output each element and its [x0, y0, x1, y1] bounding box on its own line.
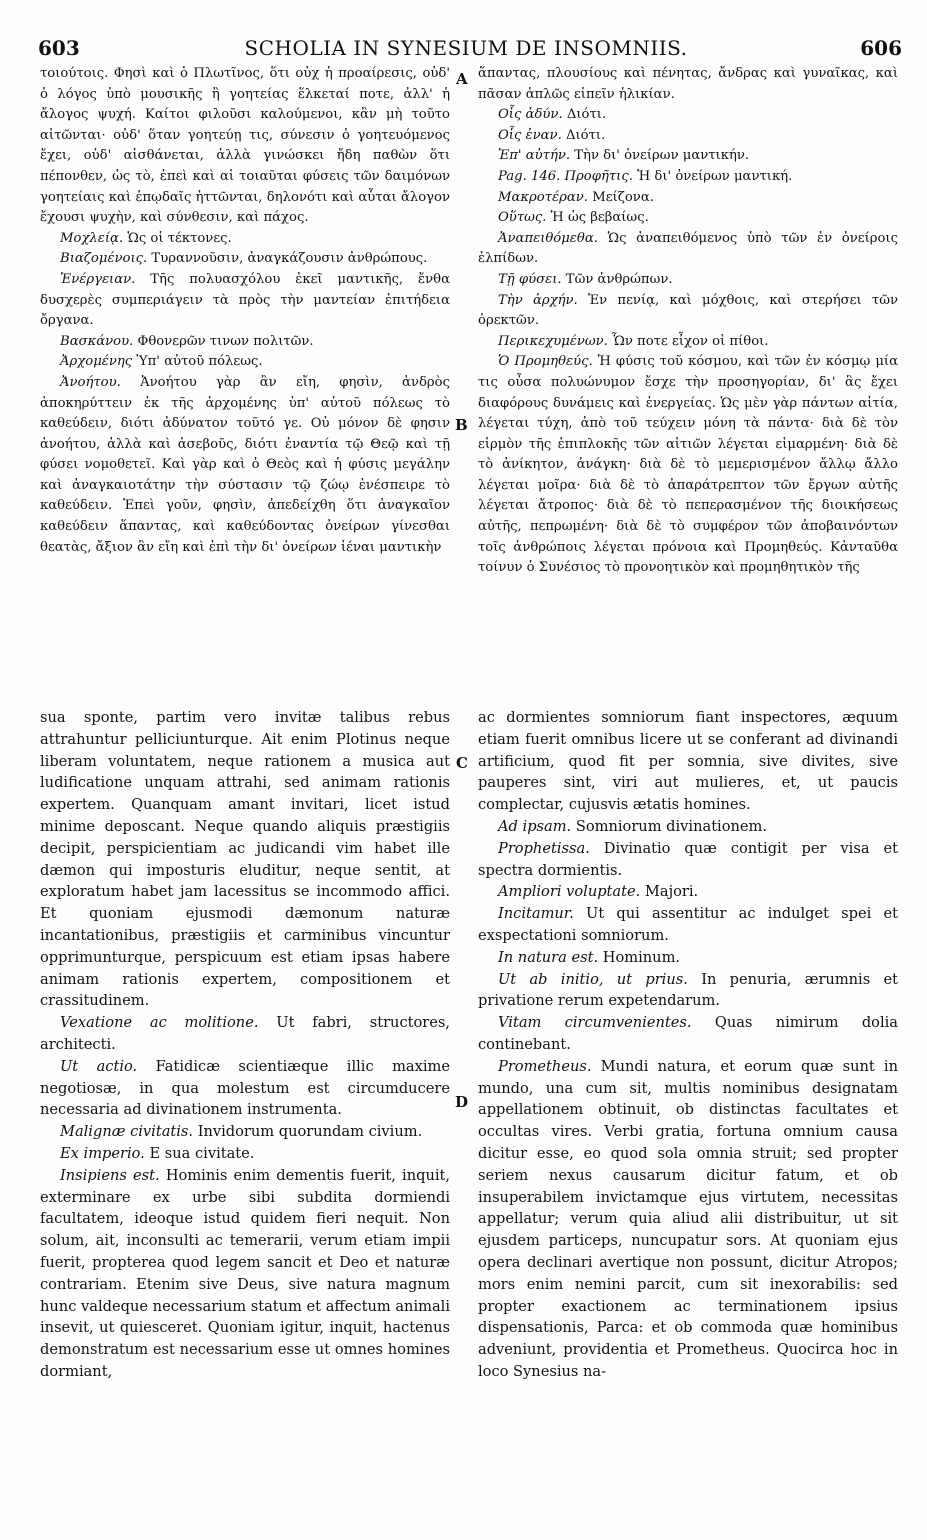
scholion-entry	[478, 270, 898, 291]
section-marker-a: A	[456, 70, 468, 88]
gloss-text: Ὡς ἀναπειθόμενος ὑπὸ τῶν ἐν ὀνείροις ἐλπίδων.	[478, 230, 898, 267]
section-marker-b: B	[455, 416, 468, 434]
section-marker-c: C	[456, 754, 468, 772]
gloss-text: τοιούτοις. Φησὶ καὶ ὁ Πλωτῖνος, ὅτι οὐχ ἡ προαίρεσις, οὐδ' ὁ λόγος ὑπὸ μουσικῆς ἢ γοητείας ἕλκεταί ποτε, ἀλλ' ἡ ἄλογος ψυχή. Καίτοι φιλοῦσι καλούμενοι, κἂν μὴ τοῦτο αἰτῶνται· οὐδ' ὅταν γοητεύῃ τις, σύνεσιν ὁ γοητευόμενος ἔχει, οὐδ' αἰσθάνεται, ἀλλὰ γινώσκει ἤδη παθὼν ὅτι πέπονθεν, ὡς τὸ, ἐπεὶ καὶ αἱ τοιαῦται φύσεις τῶν δαιμόνων γοητείαις καὶ ἐπῳδαῖς ἡττῶνται, δηλονότι καὶ αὗται ἄλογον ἔχουσι ψυχὴν, καὶ σύνθεσιν, καὶ πάχος.	[40, 66, 450, 226]
lemma: Insipiens est.	[60, 1166, 160, 1184]
gloss-text: Μείζονα.	[592, 189, 654, 205]
scholion-entry	[40, 249, 450, 270]
scholion-entry	[478, 881, 898, 903]
greek-column-left	[40, 64, 450, 558]
gloss-text: sua sponte, partim vero invitæ talibus rebus attrahuntur pelliciunturque. Ait enim Plotinus neque liberam voluntatem, neque rationem a musica aut ludificatione unquam attrahi, sed animam rationis expertem. Quanquam amant invitari, licet istud minime deposcant. Neque quando aliquis præstigiis decipit, perspicientiam ac judicandi vim habet ille dæmon qui imposturis eluditur, neque sentit, at exploratum habet jam lacessitus se incommodo affici. Et quoniam ejusmodi dæmonum naturæ incantationibus, præstigiis et carminibus vincuntur opprimunturque, perspicuum est etiam ipsas habere animam rationis expertem, compositionem et crassitudinem.	[40, 709, 450, 1010]
lemma: Οἷς ἐναν.	[498, 127, 562, 143]
scholion-entry	[478, 903, 898, 947]
greek-column-right	[478, 64, 898, 579]
lemma: Ἐνέργειαν.	[60, 271, 136, 287]
gloss-text: Ut qui assentitur ac indulget spei et exspectationi somniorum.	[478, 905, 898, 944]
scholion-entry	[40, 1056, 450, 1121]
lemma: Incitamur.	[498, 905, 574, 923]
gloss-text: Hominis enim dementis fuerit, inquit, exterminare ex urbe sibi subdita dormiendi facultatem, ideoque istud quidem fieri nequit. Non solum, ait, inconsulti ac temerarii, verum etiam impii fuerit, propterea quod legem sancit et Deo et naturæ contrariam. Etenim sive Deus, sive natura magnum hunc valdeque necessarium statum et affectum animali insevit, ut quiesceret. Quoniam igitur, inquit, hactenus demonstratum est necessarium esse ut omnes homines dormiant,	[40, 1166, 451, 1380]
scholion-entry	[40, 229, 450, 250]
scholion-entry	[478, 105, 898, 126]
gloss-text: Fatidicæ scientiæque illic maxime negotiosæ, in qua molestum est circumducere necessaria ad divinationem instrumenta.	[40, 1057, 450, 1119]
scholion-entry	[40, 64, 450, 229]
section-marker-d: D	[455, 1093, 469, 1111]
gloss-text: Τυραννοῦσιν, ἀναγκάζουσιν ἀνθρώπους.	[151, 251, 428, 267]
gloss-text: ac dormientes somniorum fiant inspectores, æquum etiam fuerit omnibus licere ut se conferant ad divinandi artificium, quod fit per somnia, sive divites, sive pauperes sint, viri aut mulieres, et, ut paucis complectar, cujusvis ætatis homines.	[478, 709, 898, 814]
lemma: Οἷς ἀδύν.	[498, 107, 563, 123]
lemma: Ad ipsam.	[498, 817, 572, 835]
gloss-text: Ὑπ' αὐτοῦ πόλεως.	[136, 354, 263, 370]
scholion-entry	[478, 188, 898, 209]
scholion-entry	[478, 352, 898, 579]
lemma: Pag. 146. Προφῆτις.	[498, 168, 633, 184]
scholion-entry	[40, 352, 450, 373]
gloss-text: Mundi natura, et eorum quæ sunt in mundo, una cum sit, multis nominibus designatam appellationem obtinuit, ob distinctas facultates et occultas vires. Verbi gratia, fortuna omnium causa dicitur esse, eo quod sola omnia struit; sed propter seriem nexus causarum dicitur fatum, et ob insuperabilem invictamque ejus virtutem, necessitas appellatur; verum quia aliud alii distribuitur, ut sit ejusdem particeps, nuncupatur sors. At quoniam ejus opera declinari avertique non possunt, dicitur Atropos; mors enim nemini parcit, cum sit inexorabilis: sed propter exactionem ac terminationem ipsius dispensationis, Parca: et ob commoda quæ hominibus adveniunt, providentia et Prometheus. Quocirca hoc in loco Synesius na-	[478, 1057, 899, 1380]
lemma: Τῇ φύσει.	[498, 271, 562, 287]
scholion-entry	[40, 1143, 450, 1165]
scholion-entry	[478, 126, 898, 147]
scholion-entry	[478, 229, 898, 270]
gloss-text: Τὴν δι' ὀνείρων μαντικήν.	[574, 148, 750, 164]
running-header	[30, 30, 902, 60]
gloss-text: Ut fabri, structores, architecti.	[40, 1014, 451, 1053]
lemma: Μακροτέραν.	[498, 189, 588, 205]
gloss-text: E sua civitate.	[149, 1144, 255, 1162]
lemma: Ex imperio.	[60, 1144, 145, 1162]
lemma: Malignæ civitatis.	[60, 1123, 194, 1141]
lemma: Τὴν ἀρχήν.	[498, 292, 578, 308]
lemma: Prophetissa.	[498, 839, 590, 857]
scholion-entry	[478, 291, 898, 332]
lemma: Vexatione ac molitione.	[60, 1014, 259, 1032]
scholion-entry	[478, 1056, 898, 1383]
lemma: Prometheus.	[498, 1057, 592, 1075]
gloss-text: ἅπαντας, πλουσίους καὶ πένητας, ἄνδρας καὶ γυναῖκας, καὶ πᾶσαν ἁπλῶς εἰπεῖν ἡλικίαν.	[478, 66, 898, 102]
gloss-text: Ἀνοήτου γὰρ ἂν εἴη, φησὶν, ἀνδρὸς ἀποκηρύττειν ἐκ τῆς ἀρχομένης ὑπ' αὐτοῦ πόλεως τὸ καθεύδειν, διότι ἀδύνατον τοῦτό γε. Οὐ μόνον δὲ φησιν ἀνοήτου, ἀλλὰ καὶ ἀσεβοῦς, διότι ἐναντία τῷ Θεῷ καὶ τῇ φύσει νομοθετεῖ. Καὶ γὰρ καὶ ὁ Θεὸς καὶ ἡ φύσις μεγάλην καὶ ἀναγκαιοτάτην τὴν σύστασιν τῷ ζώῳ ἐνέσπειρε τὸ καθεύδειν. Ἐπεὶ γοῦν, φησὶν, ἀπεδείχθη ὅτι ἀναγκαῖον καθεύδειν ἅπαντας, καὶ καθεύδοντας ὀνείρων γίνεσθαι θεατὰς, ἄξιον ἂν εἴη καὶ ἐπὶ τὴν δι' ὀνείρων ἰέναι μαντικὴν	[40, 374, 450, 555]
lemma: Ut actio.	[60, 1057, 138, 1075]
lemma: Οὕτως.	[498, 210, 547, 226]
scholion-entry	[478, 146, 898, 167]
scholion-entry	[478, 1012, 898, 1056]
gloss-text: Ἐν πενίᾳ, καὶ μόχθοις, καὶ στερήσει τῶν ὀρεκτῶν.	[478, 292, 898, 329]
gloss-text: Ἡ δι' ὀνείρων μαντική.	[637, 168, 793, 184]
latin-column-left	[40, 707, 450, 1383]
gloss-text: Invidorum quorundam civium.	[197, 1123, 423, 1141]
scholion-entry	[478, 707, 898, 816]
lemma: Ἐπ' αὐτήν.	[498, 148, 571, 164]
scholion-entry	[40, 332, 450, 353]
scholion-entry	[478, 167, 898, 188]
scholion-entry	[478, 838, 898, 882]
lemma: Βασκάνου.	[60, 333, 134, 349]
scholion-entry	[478, 64, 898, 105]
gloss-text: Ἡ ὡς βεβαίως.	[550, 210, 649, 226]
gloss-text: Ὡς οἱ τέκτονες.	[127, 230, 232, 246]
scholion-entry	[478, 332, 898, 353]
lemma: Ut ab initio, ut prius.	[498, 970, 688, 988]
gloss-text: Ὧν ποτε εἶχον οἱ πίθοι.	[612, 333, 769, 349]
scholion-entry	[40, 707, 450, 1012]
gloss-text: In penuria, ærumnis et privatione rerum expetendarum.	[478, 970, 899, 1010]
lemma: Ὁ Προμηθεύς.	[498, 354, 593, 370]
lemma: Ἀρχομένης	[60, 354, 133, 370]
scholion-entry	[40, 270, 450, 332]
scholion-entry	[478, 816, 898, 838]
page-number-left: 603	[38, 36, 80, 60]
gloss-text: Τῶν ἀνθρώπων.	[565, 271, 673, 287]
latin-column-right	[478, 707, 898, 1383]
lemma: Βιαζομένοις.	[60, 251, 148, 267]
scholion-entry	[478, 947, 898, 969]
lemma: Περικεχυμένων.	[498, 333, 608, 349]
gloss-text: Διότι.	[566, 107, 607, 123]
lemma: Ampliori voluptate.	[498, 883, 641, 901]
gloss-text: Divinatio quæ contigit per visa et spectra dormientis.	[478, 839, 898, 879]
gloss-text: Ἡ φύσις τοῦ κόσμου, καὶ τῶν ἐν κόσμῳ μία τις οὖσα πολυώνυμον ἔσχε τὴν προσηγορίαν, δι' ἃς ἔχει διαφόρους δυνάμεις καὶ ἐνεργείας. Ὡς μὲν γὰρ πάντων αἰτία, λέγεται τύχη, ἀπὸ τοῦ τεύχειν μόνη τὰ πάντα· διὰ δὲ τὸν εἱρμὸν τῆς ἐπιπλοκῆς τῶν αἰτιῶν λέγεται εἱμαρμένη· διὰ δὲ τὸ ἀνίκητον, ἀνάγκη· διὰ δὲ τὸ μεμερισμένον ἄλλῳ ἄλλο λέγεται μοῖρα· διὰ δὲ τὸ ἀπαράτρεπτον τῶν ἔργων αὐτῆς λέγεται ἄτροπος· διὰ δὲ τὸ πεπερασμένον τῆς διοικήσεως αὐτῆς, πεπρωμένη· διὰ δὲ τὸ συμφέρον τῶν ἀποβαινόντων τοῖς ἀνθρώποις λέγεται πρόνοια καὶ Προμηθεύς. Κἀνταῦθα τοίνυν ὁ Συνέσιος τὸ προνοητικὸν καὶ προμηθητικὸν τῆς	[478, 354, 898, 576]
scholion-entry	[40, 1121, 450, 1143]
gloss-text: Τῆς πολυασχόλου ἐκεῖ μαντικῆς, ἔνθα δυσχερὲς συμπεριάγειν τὰ πρὸς τὴν μαντείαν ἐπιτήδεια ὄργανα.	[40, 271, 450, 329]
gloss-text: Somniorum divinationem.	[575, 817, 768, 835]
scholion-entry	[40, 1012, 450, 1056]
gloss-text: Majori.	[644, 883, 699, 901]
scholion-entry	[478, 969, 898, 1013]
gloss-text: Hominum.	[602, 948, 681, 966]
scholion-entry	[40, 373, 450, 558]
scholion-entry	[478, 208, 898, 229]
scholion-entry	[40, 1165, 450, 1383]
gloss-text: Διότι.	[565, 127, 606, 143]
gloss-text: Quas nimirum dolia continebant.	[478, 1014, 899, 1053]
lemma: Μοχλείᾳ.	[60, 230, 124, 246]
running-title: SCHOLIA IN SYNESIUM DE INSOMNIIS.	[244, 36, 688, 60]
lemma: In natura est.	[498, 948, 599, 966]
lemma: Ἀνοήτου.	[60, 374, 121, 390]
lemma: Ἀναπειθόμεθα.	[498, 230, 598, 246]
lemma: Vitam circumvenientes.	[498, 1014, 692, 1032]
page-number-right: 606	[860, 36, 902, 60]
gloss-text: Φθονερῶν τινων πολιτῶν.	[137, 333, 314, 349]
